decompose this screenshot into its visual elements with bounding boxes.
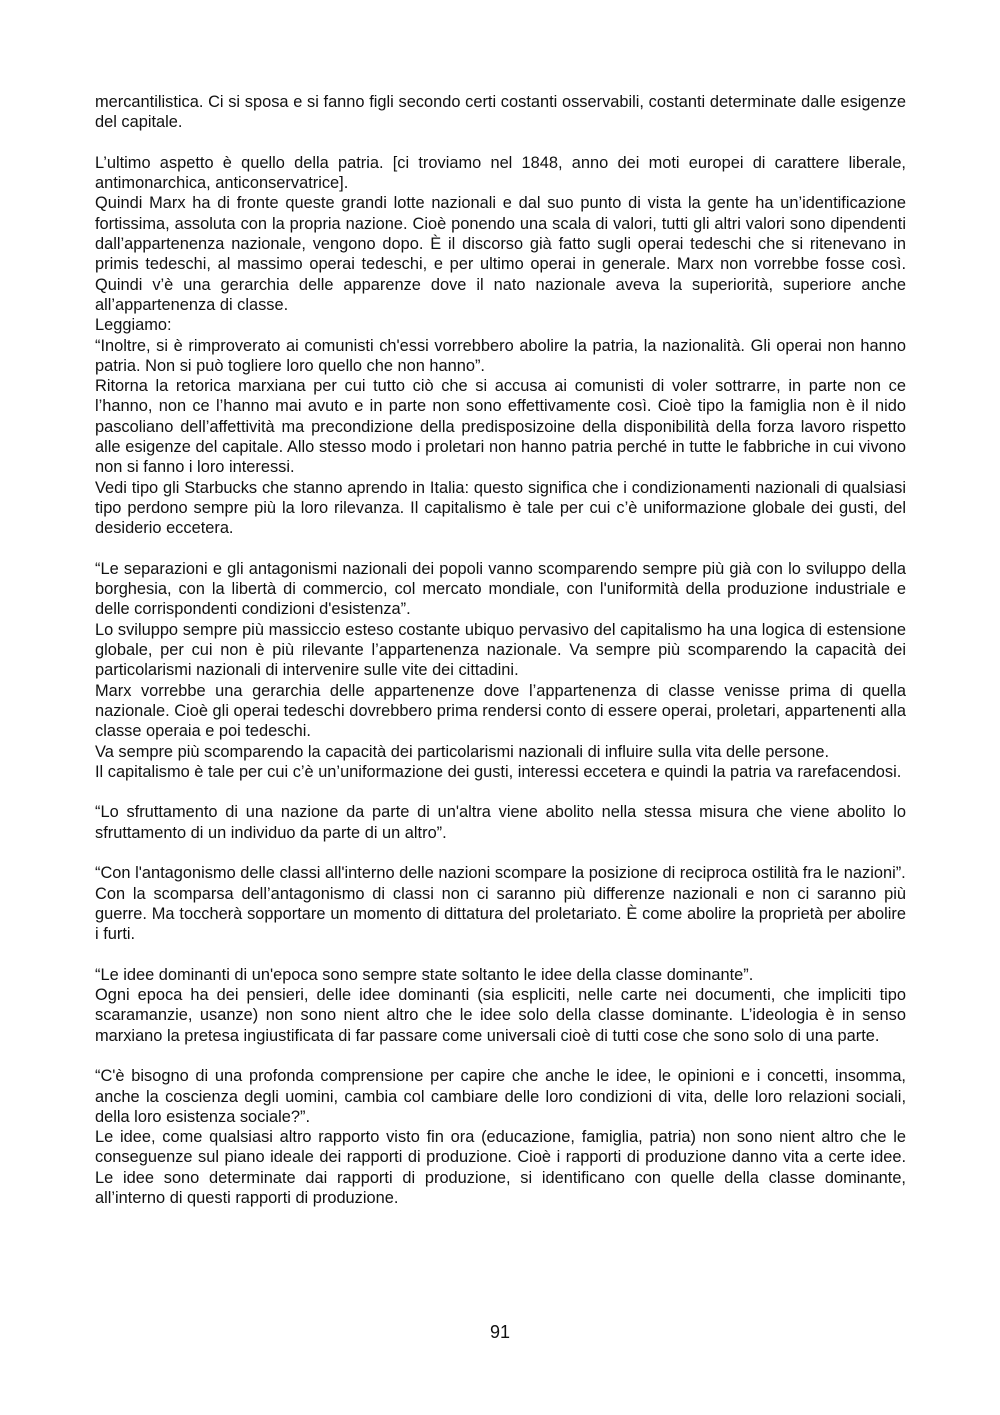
paragraph: Vedi tipo gli Starbucks che stanno aprendo in Italia: questo significa che i condizionamenti nazionali di qualsiasi tipo perdono sempre più la loro rilevanza. Il capitalismo è tale per cui c’è uniformazione globale dei gusti, del desiderio eccetera. [95,478,906,538]
paragraph: Va sempre più scomparendo la capacità dei particolarismi nazionali di influire sulla vita delle persone. [95,742,830,761]
quote-paragraph: “Le idee dominanti di un'epoca sono sempre state soltanto le idee della classe dominante”. [95,965,754,984]
paragraph: Le idee, come qualsiasi altro rapporto visto fin ora (educazione, famiglia, patria) non sono nient altro che le conseguenze sul piano ideale dei rapporti di produzione. Cioè i rapporti di produzione danno vita a certe idee. Le idee sono determinate dai rapporti di produzione, si identificano con quelle della classe dominante, all’interno di questi rapporti di produzione. [95,1128,906,1208]
paragraph: L’ultimo aspetto è quello della patria. [ci troviamo nel 1848, anno dei moti europei di carattere liberale, antimonarchica, anticonservatrice]. [95,153,906,193]
paragraph: Quindi Marx ha di fronte queste grandi lotte nazionali e dal suo punto di vista la gente ha un’identificazione fortissima, assoluta con la propria nazione. Cioè ponendo una scala di valori, tutti gli altri valori sono dipendenti dall’appartenenza nazionale, vengono dopo. È il discorso già fatto sugli operai tedeschi che si ritenevano in primis tedeschi, al massimo operai tedeschi, e per ultimo operai in generale. Marx non vorrebbe fosse così. Quindi v’è una gerarchia delle apparenze dove il nato nazionale aveva la superiorità, superiore anche all’appartenenza di classe. [95,194,906,314]
quote-paragraph: “Con l'antagonismo delle classi all'interno delle nazioni scompare la posizione di reciproca ostilità fra le nazioni”. [95,864,906,883]
paragraph: Marx vorrebbe una gerarchia delle appartenenze dove l’appartenenza di classe venisse prima di quella nazionale. Cioè gli operai tedeschi dovrebbero prima rendersi conto di essere operai, proletari, appartenenti alla classe operaia e poi tedeschi. [95,681,906,741]
quote-paragraph: “Inoltre, si è rimproverato ai comunisti ch'essi vorrebbero abolire la patria, la nazionalità. Gli operai non hanno patria. Non si può togliere loro quello che non hanno”. [95,336,906,375]
quote-paragraph: “Le separazioni e gli antagonismi nazionali dei popoli vanno scomparendo sempre più già con lo sviluppo della borghesia, con la libertà di commercio, col mercato mondiale, con l'uniformità della produzione industriale e delle corrispondenti condizioni d'esistenza”. [95,559,906,619]
paragraph: mercantilistica. Ci si sposa e si fanno figli secondo certi costanti osservabili, costanti determinate dalle esigenze del capitale. [95,93,906,132]
paragraph: Il capitalismo è tale per cui c’è un’uniformazione dei gusti, interessi eccetera e quindi la patria va rarefacendosi. [95,762,902,781]
paragraph: Ritorna la retorica marxiana per cui tutto ciò che si accusa ai comunisti di voler sottrarre, in parte non ce l’hanno, non ce l’hanno mai avuto e in parte non sono effettivamente così. Cioè tipo la famiglia non è il nido pascoliano dell’affettività ma precondizione della predisposizoine della disponibilità della forza lavoro rispetto alle esigenze del capitale. Allo stesso modo i proletari non hanno patria perché in tutte le fabbriche in cui vivono non si fanno i loro interessi. [95,377,906,477]
paragraph: Con la scomparsa dell’antagonismo di classi non ci saranno più differenze nazionali e non ci saranno più guerre. Ma toccherà sopportare un momento di dittatura del proletariato. È come abolire la proprietà per abolire i furti. [95,884,906,944]
paragraph: Ogni epoca ha dei pensieri, delle idee dominanti (sia espliciti, nelle carte nei documenti, che impliciti tipo scaramanzie, usanze) non sono nient altro che le idee solo della classe dominante. L’ideologia è in senso marxiano la pretesa ingiustificata di far passare come universali cioè di tutti cose che sono solo di una parte. [95,986,906,1045]
page-body [95,92,906,1208]
paragraph: Lo sviluppo sempre più massiccio esteso costante ubiquo pervasivo del capitalismo ha una logica di estensione globale, per cui non è più rilevante l’appartenenza nazionale. Va sempre più scomparendo la capacità dei particolarismi nazionali di intervenire sulle vite dei cittadini. [95,620,906,680]
paragraph: Leggiamo: [95,316,172,335]
page-number: 91 [489,1322,511,1342]
quote-paragraph: “C'è bisogno di una profonda comprensione per capire che anche le idee, le opinioni e i concetti, insomma, anche la coscienza degli uomini, cambia col cambiare delle loro condizioni di vita, delle loro relazioni sociali, della loro esistenza sociale?”. [95,1067,906,1126]
quote-paragraph: “Lo sfruttamento di una nazione da parte di un'altra viene abolito nella stessa misura che viene abolito lo sfruttamento di un individuo da parte di un altro”. [95,803,906,842]
